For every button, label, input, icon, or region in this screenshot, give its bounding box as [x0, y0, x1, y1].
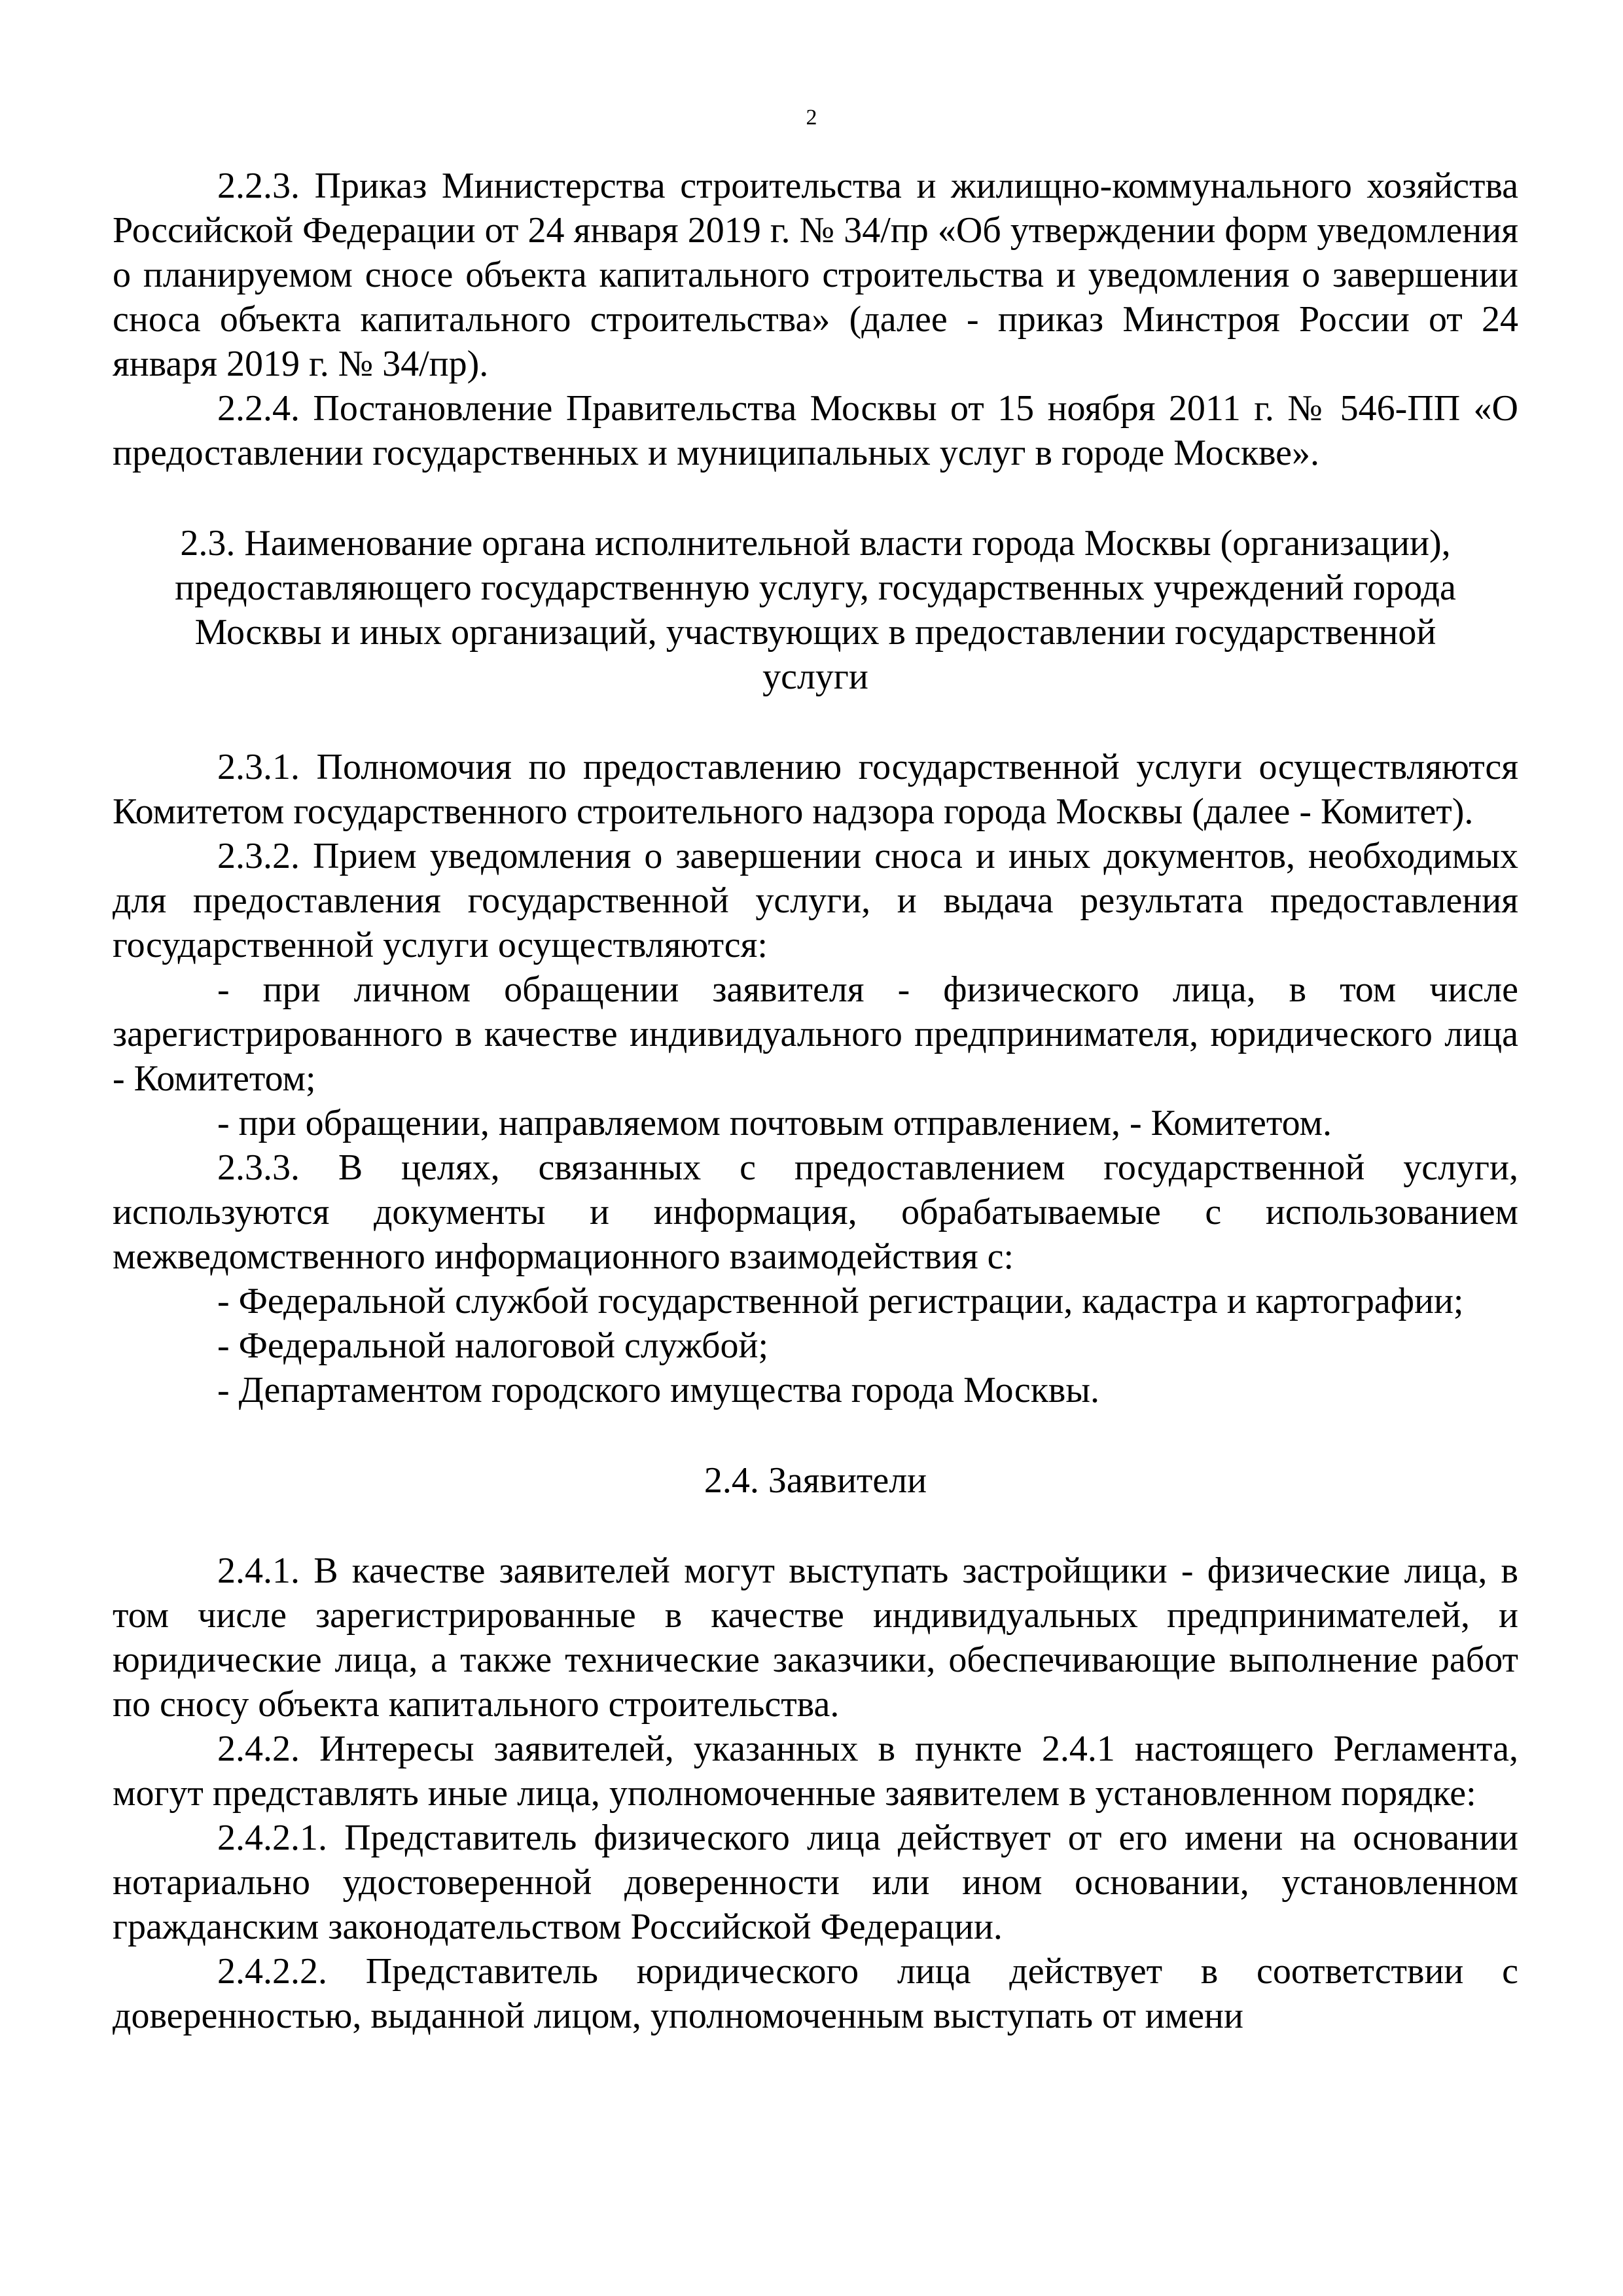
page-number: 2: [806, 105, 817, 130]
list-item-2-3-3-property: - Департаментом городского имущества города Москвы.: [217, 1370, 1099, 1410]
paragraph-2-4-2-2: 2.4.2.2. Представитель юридического лица действует в соответствии с доверенностью, выданной лицом, уполномоченным выступать от имени: [113, 1951, 1518, 2036]
paragraph-2-2-4: 2.2.4. Постановление Правительства Москвы от 15 ноября 2011 г. № 546-ПП «О предоставлении государственных и муниципальных услуг в городе Москве».: [113, 388, 1518, 473]
section-heading-2-4: 2.4. Заявители: [704, 1460, 927, 1501]
paragraph-2-4-1: 2.4.1. В качестве заявителей могут выступать застройщики - физические лица, в том числе зарегистрированные в качестве индивидуальных предпринимателей, и юридические лица, а также технические заказчики, обеспечивающие выполнение работ по сносу объекта капитального строительства.: [113, 1551, 1518, 1725]
paragraph-2-3-3: 2.3.3. В целях, связанных с предоставлением государственной услуги, используются документы и информация, обрабатываемые с использованием межведомственного информационного взаимодействия с:: [113, 1147, 1518, 1277]
paragraph-2-3-1: 2.3.1. Полномочия по предоставлению государственной услуги осуществляются Комитетом государственного строительного надзора города Москвы (далее - Комитет).: [113, 747, 1518, 832]
list-item-2-3-3-tax: - Федеральной налоговой службой;: [217, 1325, 769, 1366]
list-item-2-3-2-postal: - при обращении, направляемом почтовым отправлением, - Комитетом.: [217, 1103, 1332, 1143]
paragraph-2-4-2: 2.4.2. Интересы заявителей, указанных в пункте 2.4.1 настоящего Регламента, могут представлять иные лица, уполномоченные заявителем в установленном порядке:: [113, 1729, 1518, 1814]
list-item-2-3-2-personal: - при личном обращении заявителя - физического лица, в том числе зарегистрированного в качестве индивидуального предпринимателя, юридического лица - Комитетом;: [113, 969, 1518, 1099]
document-body: [113, 164, 1518, 2038]
paragraph-2-2-3: 2.2.3. Приказ Министерства строительства и жилищно-коммунального хозяйства Российской Федерации от 24 января 2019 г. № 34/пр «Об утверждении форм уведомления о планируемом сносе объекта капитального строительства и уведомления о завершении сноса объекта капитального строительства» (далее - приказ Минстроя России от 24 января 2019 г. № 34/пр).: [113, 166, 1518, 384]
paragraph-2-4-2-1: 2.4.2.1. Представитель физического лица действует от его имени на основании нотариально удостоверенной доверенности или ином основании, установленном гражданским законодательством Российской Федерации.: [113, 1818, 1518, 1947]
section-heading-2-3: 2.3. Наименование органа исполнительной власти города Москвы (организации), предоставляющего государственную услугу, государственных учреждений города Москвы и иных организаций, участвующих в предоставлении государственной услуги: [175, 523, 1456, 697]
paragraph-2-3-2: 2.3.2. Прием уведомления о завершении сноса и иных документов, необходимых для предоставления государственной услуги, и выдача результата предоставления государственной услуги осуществляются:: [113, 836, 1518, 965]
list-item-2-3-3-registry: - Федеральной службой государственной регистрации, кадастра и картографии;: [217, 1281, 1464, 1321]
